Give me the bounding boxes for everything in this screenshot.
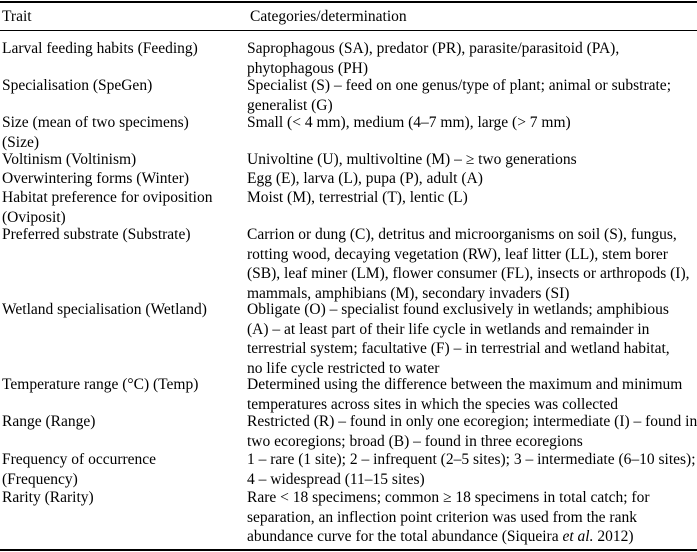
categories-cell bbox=[247, 450, 697, 489]
trait-cell bbox=[2, 412, 252, 432]
trait-cell bbox=[2, 488, 252, 508]
categories-cell bbox=[247, 76, 697, 115]
trait-line: Wetland specialisation (Wetland) bbox=[2, 301, 207, 318]
trait-line: Frequency of occurrence bbox=[2, 451, 157, 468]
trait-cell bbox=[2, 188, 252, 227]
categories-cell bbox=[247, 188, 697, 208]
table-top-rule bbox=[0, 1, 697, 3]
trait-line: Temperature range (°C) (Temp) bbox=[2, 376, 199, 393]
trait-line: Preferred substrate (Substrate) bbox=[2, 226, 191, 243]
categories-cell bbox=[247, 375, 697, 414]
trait-line: Voltinism (Voltinism) bbox=[2, 151, 137, 168]
header-rule bbox=[0, 30, 697, 31]
trait-cell bbox=[2, 225, 252, 245]
categories-line: phytophagous (PH) bbox=[247, 59, 368, 77]
categories-line: Egg (E), larva (L), pupa (P), adult (A) bbox=[247, 170, 483, 187]
categories-line bbox=[247, 527, 697, 547]
categories-line: Restricted (R) – found in only one ecoregion; intermediate (I) – found in bbox=[247, 413, 697, 430]
trait-cell bbox=[2, 450, 252, 489]
categories-line: no life cycle restricted to water bbox=[247, 359, 440, 377]
categories-line: (SB), leaf miner (LM), flower consumer (FL), insects or arthropods (I), bbox=[247, 265, 690, 282]
categories-line: temperatures across sites in which the species was collected bbox=[247, 395, 619, 413]
trait-cell bbox=[2, 375, 252, 395]
trait-line: Habitat preference for oviposition bbox=[2, 189, 213, 206]
categories-line: Univoltine (U), multivoltine (M) – ≥ two generations bbox=[247, 151, 577, 168]
trait-line: (Oviposit) bbox=[2, 208, 66, 226]
trait-cell bbox=[2, 169, 252, 189]
categories-line: two ecoregions; broad (B) – found in three ecoregions bbox=[247, 432, 583, 450]
categories-line: (A) – at least part of their life cycle in wetlands and remainder in bbox=[247, 320, 650, 338]
trait-line: (Size) bbox=[2, 133, 40, 151]
column-header-trait: Trait bbox=[2, 8, 32, 25]
categories-cell bbox=[247, 488, 697, 547]
trait-line: Specialisation (SpeGen) bbox=[2, 77, 153, 94]
categories-line: Obligate (O) – specialist found exclusively in wetlands; amphibious bbox=[247, 301, 669, 318]
trait-cell bbox=[2, 113, 252, 152]
trait-line: Size (mean of two specimens) bbox=[2, 114, 189, 131]
categories-line: Small (< 4 mm), medium (4–7 mm), large (> 7 mm) bbox=[247, 114, 571, 131]
categories-cell bbox=[247, 113, 697, 133]
citation-text: abundance curve for the total abundance (Siqueira bbox=[247, 528, 563, 545]
trait-cell bbox=[2, 39, 252, 59]
trait-line: (Frequency) bbox=[2, 470, 78, 488]
categories-line: Saprophagous (SA), predator (PR), parasite/parasitoid (PA), bbox=[247, 40, 620, 57]
trait-line: Overwintering forms (Winter) bbox=[2, 170, 190, 187]
trait-cell bbox=[2, 300, 252, 320]
categories-line: mammals, amphibians (M), secondary invaders (SI) bbox=[247, 284, 570, 302]
categories-cell bbox=[247, 300, 697, 378]
trait-cell bbox=[2, 150, 252, 170]
categories-line: terrestrial system; facultative (F) – in terrestrial and wetland habitat, bbox=[247, 340, 670, 357]
column-header-categories: Categories/determination bbox=[250, 8, 407, 25]
categories-cell bbox=[247, 225, 697, 303]
categories-cell bbox=[247, 39, 697, 78]
table-bottom-rule bbox=[0, 549, 697, 551]
categories-line: Specialist (S) – feed on one genus/type of plant; animal or substrate; bbox=[247, 77, 671, 94]
categories-line: 1 – rare (1 site); 2 – infrequent (2–5 sites); 3 – intermediate (6–10 sites); bbox=[247, 451, 696, 468]
categories-line: rotting wood, decaying vegetation (RW), leaf litter (LL), stem borer bbox=[247, 245, 668, 263]
categories-line: Rare < 18 specimens; common ≥ 18 specimens in total catch; for bbox=[247, 489, 650, 506]
trait-line: Larval feeding habits (Feeding) bbox=[2, 40, 198, 57]
categories-line: generalist (G) bbox=[247, 96, 333, 114]
citation-year: 2012) bbox=[593, 528, 634, 545]
categories-line: separation, an inflection point criterion was used from the rank bbox=[247, 508, 637, 526]
trait-line: Rarity (Rarity) bbox=[2, 489, 94, 506]
categories-cell bbox=[247, 412, 697, 451]
categories-line: Carrion or dung (C), detritus and microorganisms on soil (S), fungus, bbox=[247, 226, 677, 243]
trait-line: Range (Range) bbox=[2, 413, 96, 430]
categories-cell bbox=[247, 150, 697, 170]
citation-et-al: et al. bbox=[562, 528, 594, 545]
categories-line: Moist (M), terrestrial (T), lentic (L) bbox=[247, 189, 468, 206]
categories-line: 4 – widespread (11–15 sites) bbox=[247, 470, 425, 488]
categories-cell bbox=[247, 169, 697, 189]
trait-cell bbox=[2, 76, 252, 96]
categories-line: Determined using the difference between the maximum and minimum bbox=[247, 376, 683, 393]
